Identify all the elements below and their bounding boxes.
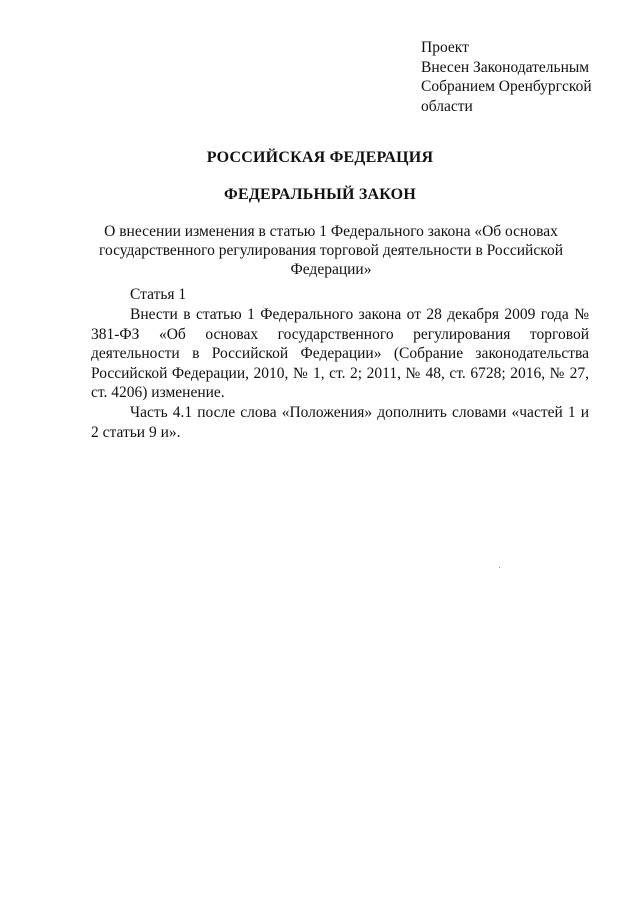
document-type-heading: ФЕДЕРАЛЬНЫЙ ЗАКОН	[224, 186, 416, 203]
law-title: О внесении изменения в статью 1 Федерального закона «Об основах государственного регулирования торговой деятельности в Российской Федерации»	[98, 223, 564, 278]
article-paragraph-1: Внести в статью 1 Федерального закона от 28 декабря 2009 года № 381-ФЗ «Об основах государственного регулирования торговой деятельности в Российской Федерации» (Собрание законодательства Российской Федерации, 2010, № 1, ст. 2; 2011, № 48, ст. 6728; 2016, № 27, ст. 4206) изменение.	[91, 306, 589, 401]
country-heading: РОССИЙСКАЯ ФЕДЕРАЦИЯ	[206, 149, 434, 166]
draft-stamp	[421, 38, 621, 116]
scan-speck	[499, 567, 500, 568]
stamp-line-assembly: Собранием Оренбургской	[421, 78, 592, 95]
article-paragraph-2: Часть 4.1 после слова «Положения» дополнить словами «частей 1 и 2 статьи 9 и».	[91, 404, 589, 441]
stamp-line-region: области	[421, 97, 473, 115]
article-heading: Статья 1	[130, 286, 187, 303]
stamp-line-submitted: Внесен Законодательным	[421, 58, 590, 76]
stamp-line-draft: Проект	[421, 39, 469, 56]
